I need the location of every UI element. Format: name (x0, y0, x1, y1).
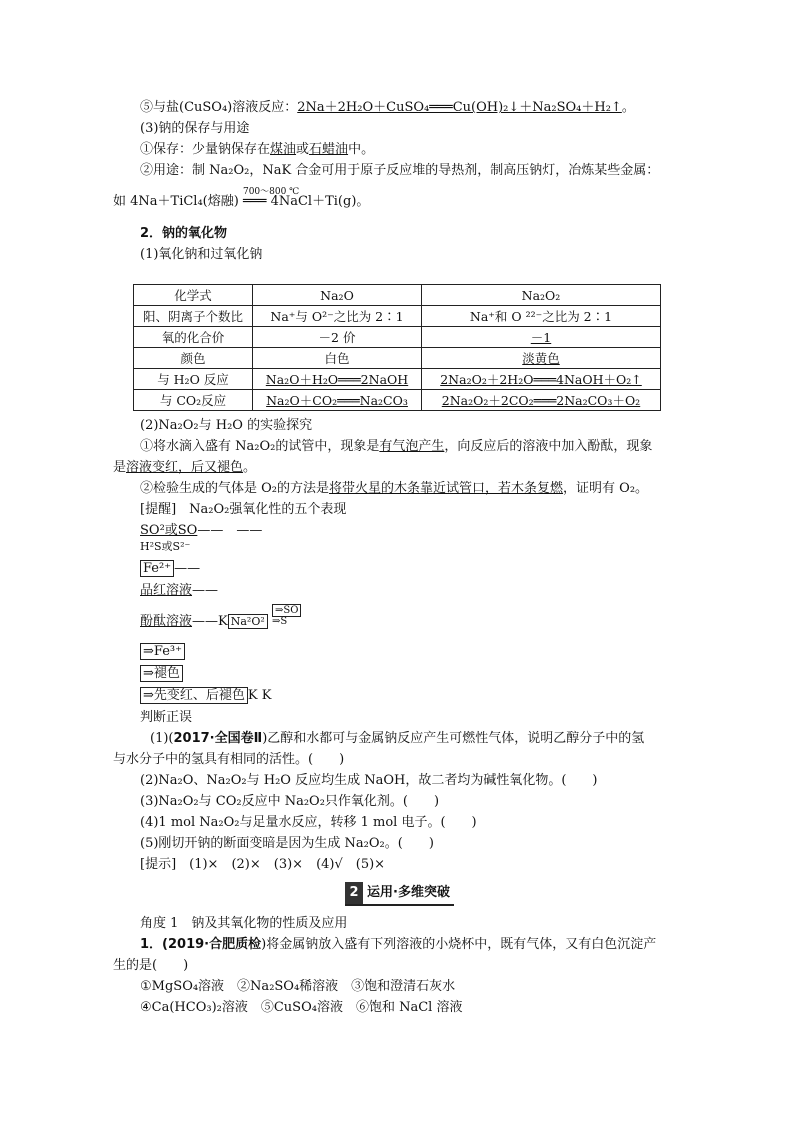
judge-q1-cont: 与水分子中的氢具有相同的活性。( ) (113, 752, 345, 767)
table-cell: Na₂O＋CO₂═══Na₂CO₃ (253, 390, 422, 411)
diagram-row-fade (140, 664, 183, 684)
table-cell: 2Na₂O₂＋2H₂O═══4NaOH＋O₂↑ (422, 369, 661, 390)
text: 或 (296, 142, 310, 157)
diagram-arrows-right (272, 605, 301, 627)
section-title: 运用·多维突破 (367, 885, 450, 900)
reminder-heading: [提醒] Na₂O₂强氧化性的五个表现 (140, 502, 347, 517)
diagram-row-h2s: H²S或S²⁻ (140, 540, 191, 553)
table-cell: Na⁺与 O²⁻之比为 2∶1 (253, 306, 422, 327)
ti-reaction-line (113, 187, 370, 212)
judge-heading: 判断正误 (140, 710, 193, 725)
table-cell: 颜色 (134, 348, 253, 369)
table-row (134, 369, 661, 390)
diagram-arrow-s: ⇒S (272, 616, 288, 627)
section-heading-oxides: 2．钠的氧化物 (140, 226, 228, 241)
table-row (134, 306, 661, 327)
diagram-arrow-so (272, 605, 301, 616)
table-cell: 与 H₂O 反应 (134, 369, 253, 390)
diagram-label: 品红溶液 (140, 583, 193, 598)
subheading-na2o: (1)氧化钠和过氧化钠 (140, 247, 263, 262)
table-row (134, 390, 661, 411)
diagram-connector: —— (174, 561, 201, 576)
diagram-label: 酚酞溶液 (140, 614, 193, 629)
section-banner (345, 882, 454, 906)
comparison-table (133, 284, 661, 411)
answer-kerosene: 煤油 (270, 142, 297, 157)
diagram-label: ⇒Fe³⁺ (140, 643, 185, 660)
table-cell: 与 CO₂反应 (134, 390, 253, 411)
text: 。 (621, 100, 635, 115)
text: 中。 (348, 142, 375, 157)
experiment-line-3 (140, 479, 648, 499)
experiment-line-2 (113, 458, 256, 478)
table-cell: 化学式 (134, 285, 253, 306)
table-cell: Na₂O＋H₂O═══2NaOH (253, 369, 422, 390)
text: ⑤与盐(CuSO₄)溶液反应： (140, 100, 298, 115)
question-1-cont: 生的是( ) (113, 958, 189, 973)
table-row (134, 327, 661, 348)
text: ①将水滴入盛有 Na₂O₂的试管中，现象是 (140, 439, 380, 454)
diagram-center-box: Na²O² (228, 614, 268, 629)
table-cell: －2 价 (253, 327, 422, 348)
diagram-label: SO²或SO (140, 523, 198, 538)
table-row (134, 285, 661, 306)
text: 如 4Na＋TiCl₄(熔融) (113, 194, 239, 209)
table-cell: 淡黄色 (422, 348, 661, 369)
table-cell: Na⁺和 O ²²⁻之比为 2∶1 (422, 306, 661, 327)
experiment-line-1 (140, 437, 652, 457)
options-row-1: ①MgSO₄溶液 ②Na₂SO₄稀溶液 ③饱和澄清石灰水 (140, 979, 456, 994)
equals-arrow: ═══ (242, 194, 267, 209)
judge-q4: (4)1 mol Na₂O₂与足量水反应，转移 1 mol 电子。( ) (140, 815, 477, 830)
equation-cuso4: 2Na＋2H₂O＋CuSO₄═══Cu(OH)₂↓＋Na₂SO₄＋H₂↑ (297, 100, 622, 115)
text: ，证明有 O₂。 (563, 481, 649, 496)
subheading-storage: (3)钠的保存与用途 (140, 121, 250, 136)
text: 4NaCl＋Ti(g)。 (270, 194, 370, 209)
table-cell: 2Na₂O₂＋2CO₂═══2Na₂CO₃＋O₂ (422, 390, 661, 411)
judge-q1 (150, 729, 644, 749)
judge-hint: [提示] (1)× (2)× (3)× (4)√ (5)× (140, 857, 386, 872)
text: ②检验生成的气体是 O₂的方法是 (140, 481, 330, 496)
diagram-row-phenolphthalein (140, 612, 268, 632)
text: )乙醇和水都可与金属钠反应产生可燃性气体，说明乙醇分子中的氢 (262, 731, 645, 746)
diagram-label: ⇒先变红、后褪色 (140, 687, 248, 704)
table-cell: 阳、阴离子个数比 (134, 306, 253, 327)
conditional-arrow (242, 187, 300, 212)
text: 是 (113, 460, 127, 475)
diagram-connector: —— —— (197, 523, 263, 538)
answer-glowing-splint: 将带火星的木条靠近试管口，若木条复燃 (329, 481, 564, 496)
table-cell: 氧的化合价 (134, 327, 253, 348)
diagram-label: Fe²⁺ (140, 560, 174, 577)
table-cell: －1 (422, 327, 661, 348)
table-cell: Na₂O₂ (422, 285, 661, 306)
diagram-row-fe2 (140, 559, 200, 579)
answer-color-change: 溶液变红，后又褪色 (126, 460, 244, 475)
question-source: 2019·合肥质检 (168, 937, 262, 952)
diagram-row-red-fade (140, 686, 271, 706)
table-cell: 白色 (253, 348, 422, 369)
uses-line: ②用途：制 Na₂O₂，NaK 合金可用于原子反应堆的导热剂，制高压钠灯，冶炼某些金属： (140, 163, 660, 178)
diagram-label: ⇒褪色 (140, 665, 183, 682)
text: 。 (243, 460, 257, 475)
options-row-2: ④Ca(HCO₃)₂溶液 ⑤CuSO₄溶液 ⑥饱和 NaCl 溶液 (140, 1000, 463, 1015)
diagram-connector: ——K (192, 614, 228, 629)
text: (1)( (150, 731, 174, 746)
text: K K (247, 688, 272, 703)
judge-q2: (2)Na₂O、Na₂O₂与 H₂O 反应均生成 NaOH，故二者均为碱性氧化物。( ) (140, 773, 598, 788)
table-row (134, 348, 661, 369)
table-cell: Na₂O (253, 285, 422, 306)
text: ，向反应后的溶液中加入酚酞，现象 (444, 439, 653, 454)
answer-bubbles: 有气泡产生 (379, 439, 445, 454)
question-source: 2017·全国卷Ⅱ (173, 731, 263, 746)
storage-line (140, 140, 374, 160)
question-1 (140, 935, 656, 955)
reaction-line-cuso4 (140, 98, 635, 118)
diagram-connector: —— (192, 583, 219, 598)
judge-q3: (3)Na₂O₂与 CO₂反应中 Na₂O₂只作氧化剂。( ) (140, 794, 440, 809)
answer-paraffin: 石蜡油 (309, 142, 349, 157)
text: )将金属钠放入盛有下列溶液的小烧杯中，既有气体，又有白色沉淀产 (261, 937, 657, 952)
judge-q5: (5)刚切开钠的断面变暗是因为生成 Na₂O₂。( ) (140, 836, 434, 851)
diagram-label: ⇒SO (272, 604, 301, 617)
subheading-experiment: (2)Na₂O₂与 H₂O 的实验探究 (140, 418, 313, 433)
text: ①保存：少量钠保存在 (140, 142, 271, 157)
diagram-row-fe3 (140, 642, 185, 662)
angle-heading: 角度 1 钠及其氧化物的性质及应用 (140, 916, 348, 931)
section-number: 2 (345, 882, 363, 904)
question-number: 1．( (140, 937, 168, 952)
reaction-condition: 700～800 ℃ (242, 187, 300, 197)
diagram-row-pinkdye (140, 581, 218, 601)
